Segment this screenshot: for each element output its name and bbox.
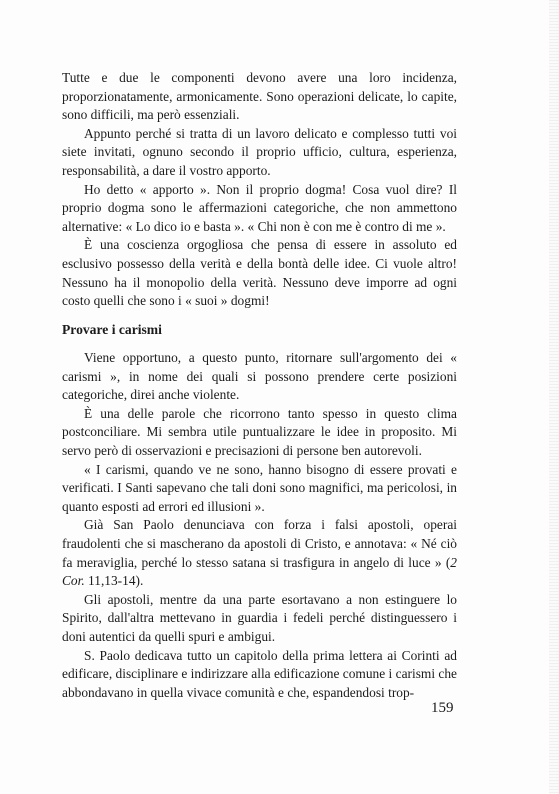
paragraph: È una delle parole che ricorrono tanto spesso in questo clima postconciliare. Mi sembra utile puntualizzare le idee in proposito. Mi servo però di osservazioni e precisazioni di persone ben autorevoli. (62, 405, 457, 458)
paragraph: Viene opportuno, a questo punto, ritornare sull'argomento dei « carismi », in nome dei quali si possono prendere certe posizioni categoriche, direi anche violente. (62, 350, 457, 403)
paragraph: È una coscienza orgogliosa che pensa di essere in assoluto ed esclusivo possesso della verità e della bontà delle idee. Ci vuole altro! Nessuno ha il monopolio della verità. Nessuno deve imporre ad ogni costo quelli che sono i « suoi » dogmi! (62, 237, 457, 309)
paragraph-text: Già San Paolo denunciava con forza i falsi apostoli, operai fraudolenti che si mascherano da apostoli di Cristo, e annotava: « Né ciò fa meraviglia, perché lo stesso satana si trasfigura in angelo di luce » ( (62, 517, 457, 570)
paragraph: Appunto perché si tratta di un lavoro delicato e complesso tutti voi siete invitati, ognuno secondo il proprio ufficio, cultura, esperienza, responsabilità, a dare il vostro apporto. (62, 125, 457, 178)
paragraph: Gli apostoli, mentre da una parte esortavano a non estinguere lo Spirito, dall'altra mettevano in guardia i fedeli perché distinguessero i doni autentici da quelli spuri e ambigui. (62, 591, 457, 644)
paragraph: S. Paolo dedicava tutto un capitolo della prima lettera ai Corinti ad edificare, disciplinare e indirizzare alla edificazione comune i carismi che abbondavano in quella vivace comunità e che, espandendosi trop- (62, 647, 457, 700)
paragraph (62, 516, 457, 590)
text-block-top (62, 69, 457, 311)
paragraph: Ho detto « apporto ». Non il proprio dogma! Cosa vuol dire? Il proprio dogma sono le affermazioni categoriche, che non ammettono alternative: « Lo dico io e basta ». « Chi non è con me è contro di me ». (62, 181, 457, 234)
citation-reference: 2 Cor. (62, 554, 457, 589)
paragraph: « I carismi, quando ve ne sono, hanno bisogno di essere provati e verificati. I Santi sapevano che tali doni sono magnifici, ma pericolosi, in quanto esposti ad errori ed illusioni ». (62, 461, 457, 514)
text-block-bottom (62, 349, 457, 702)
section-heading: Provare i carismi (62, 322, 162, 337)
paragraph-text: 11,13-14). (84, 573, 144, 589)
page-number: 159 (431, 700, 454, 716)
paragraph: Tutte e due le componenti devono avere una loro incidenza, proporzionatamente, armonicamente. Sono operazioni delicate, lo capite, sono difficili, ma però essenziali. (62, 70, 457, 123)
page-edge-shadow (549, 0, 559, 794)
